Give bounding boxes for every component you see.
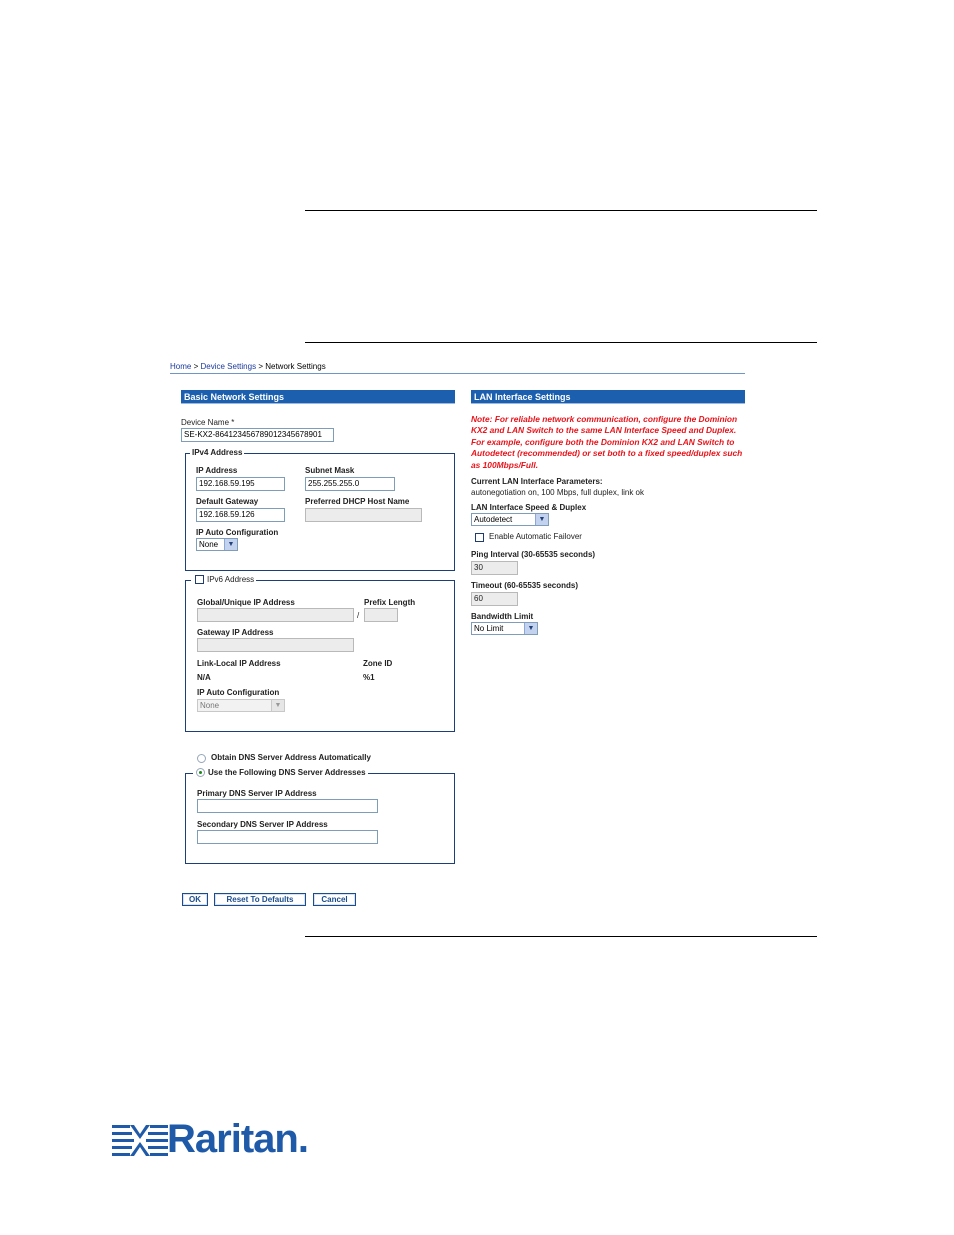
ipv4-auto-config-select[interactable] (196, 538, 238, 551)
lan-speed-duplex-value: Autodetect (474, 515, 513, 524)
bandwidth-limit-select[interactable] (471, 622, 538, 635)
link-local-label: Link-Local IP Address (197, 659, 281, 668)
bandwidth-limit-label: Bandwidth Limit (471, 612, 534, 621)
ipv6-auto-config-select[interactable] (197, 699, 285, 712)
ip-address-label: IP Address (196, 466, 238, 475)
link-local-value: N/A (197, 673, 211, 682)
chevron-down-icon: ▼ (271, 700, 284, 711)
ipv6-legend-label: IPv6 Address (207, 575, 255, 584)
default-gateway-label: Default Gateway (196, 497, 259, 506)
subnet-mask-label: Subnet Mask (305, 466, 355, 475)
lan-speed-duplex-label: LAN Interface Speed & Duplex (471, 503, 587, 512)
basic-network-settings-header: Basic Network Settings (181, 390, 455, 404)
secondary-dns-input[interactable] (197, 830, 378, 844)
ipv6-auto-config-value: None (200, 701, 220, 710)
ping-interval-label: Ping Interval (30-65535 seconds) (471, 550, 596, 559)
ipv6-legend (191, 575, 256, 584)
ipv6-enable-checkbox[interactable] (195, 575, 204, 584)
current-lan-params-label: Current LAN Interface Parameters: (471, 477, 603, 486)
primary-dns-label: Primary DNS Server IP Address (197, 789, 317, 798)
default-gateway-input[interactable]: 192.168.59.126 (196, 508, 285, 522)
ping-interval-input[interactable]: 30 (471, 561, 518, 575)
dns-manual-label: Use the Following DNS Server Addresses (208, 768, 366, 777)
prefix-length-label: Prefix Length (364, 598, 416, 607)
chevron-down-icon: ▼ (224, 539, 237, 550)
ipv4-auto-config-label: IP Auto Configuration (196, 528, 279, 537)
breadcrumb-underline (170, 373, 745, 374)
chevron-down-icon: ▼ (524, 623, 537, 634)
device-name-input[interactable]: SE-KX2-864123456789012345678901 (181, 428, 334, 442)
lan-note: Note: For reliable network communication, configure the Dominion KX2 and LAN Switch to the same LAN Interface Speed and Duplex. For example, configure both the Dominion KX2 and LAN Switch to Autodetect (recommended) or set both to a fixed speed/duplex such as 100Mbps/Full. (471, 414, 743, 470)
timeout-label: Timeout (60-65535 seconds) (471, 581, 579, 590)
raritan-logo-text: Raritan. (167, 1117, 308, 1161)
dns-manual-legend (193, 768, 368, 777)
breadcrumb (170, 362, 326, 371)
prefix-slash: / (357, 611, 360, 620)
divider-top (305, 210, 817, 211)
dns-auto-radio[interactable] (197, 754, 206, 763)
timeout-input[interactable]: 60 (471, 592, 518, 606)
breadcrumb-current: Network Settings (265, 362, 326, 371)
raritan-logo-icon (112, 1122, 168, 1160)
enable-failover-label: Enable Automatic Failover (489, 532, 582, 541)
subnet-mask-input[interactable]: 255.255.255.0 (305, 477, 395, 491)
preferred-dhcp-host-name-input[interactable] (305, 508, 422, 522)
bandwidth-limit-value: No Limit (474, 624, 504, 633)
secondary-dns-label: Secondary DNS Server IP Address (197, 820, 328, 829)
ip-address-input[interactable]: 192.168.59.195 (196, 477, 285, 491)
prefix-length-input[interactable] (364, 608, 398, 622)
dns-fieldset (185, 773, 455, 864)
preferred-dhcp-host-name-label: Preferred DHCP Host Name (305, 497, 410, 506)
global-ip-input[interactable] (197, 608, 354, 622)
enable-failover-checkbox[interactable] (475, 533, 484, 542)
current-lan-params-value: autonegotiation on, 100 Mbps, full duplex, link ok (471, 488, 645, 497)
ipv6-auto-config-label: IP Auto Configuration (197, 688, 280, 697)
lan-interface-settings-header: LAN Interface Settings (471, 390, 745, 404)
divider-upper (305, 342, 817, 343)
reset-to-defaults-button[interactable]: Reset To Defaults (214, 893, 306, 906)
ok-button[interactable]: OK (182, 893, 208, 906)
ipv6-gateway-label: Gateway IP Address (197, 628, 274, 637)
breadcrumb-separator: > (193, 362, 199, 371)
ipv4-legend: IPv4 Address (192, 448, 243, 457)
cancel-button[interactable]: Cancel (313, 893, 356, 906)
breadcrumb-separator: > (258, 362, 263, 371)
breadcrumb-device-settings[interactable]: Device Settings (200, 362, 257, 371)
primary-dns-input[interactable] (197, 799, 378, 813)
global-ip-label: Global/Unique IP Address (197, 598, 295, 607)
device-name-label: Device Name * (181, 418, 235, 427)
ipv6-gateway-input[interactable] (197, 638, 354, 652)
divider-bottom (305, 936, 817, 937)
dns-manual-radio[interactable] (196, 768, 205, 777)
dns-auto-label: Obtain DNS Server Address Automatically (211, 753, 371, 762)
zone-id-value: %1 (363, 673, 375, 682)
zone-id-label: Zone ID (363, 659, 393, 668)
ipv4-auto-config-value: None (199, 540, 219, 549)
chevron-down-icon: ▼ (535, 514, 548, 525)
lan-speed-duplex-select[interactable] (471, 513, 549, 526)
breadcrumb-home[interactable]: Home (170, 362, 192, 371)
